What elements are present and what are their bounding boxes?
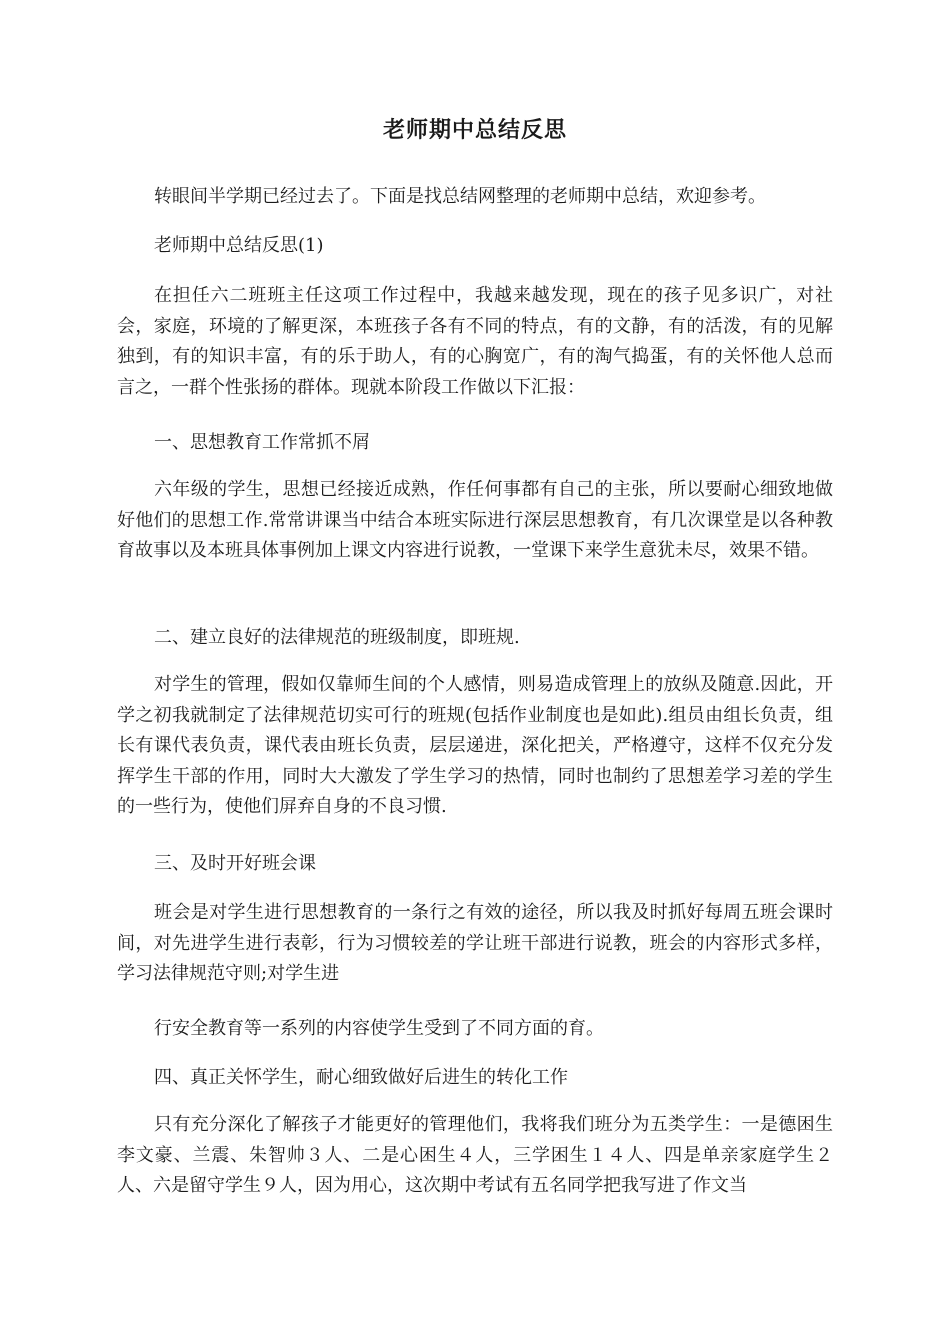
subtitle-heading: 老师期中总结反思(1) <box>154 235 324 256</box>
paragraph-5: 行安全教育等一系列的内容使学生受到了不同方面的育。 <box>154 1018 604 1039</box>
section-heading-2: 二、建立良好的法律规范的班级制度，即班规. <box>154 627 520 648</box>
section-heading-3: 三、及时开好班会课 <box>154 853 316 874</box>
paragraph-3: 对学生的管理，假如仅靠师生间的个人感情，则易造成管理上的放纵及随意.因此，开学之初我就制定了法律规范切实可行的班规(包括作业制度也是如此).组员由组长负责，组长有课代表负责，课代表由班长负责，层层递进，深化把关，严格遵守，这样不仅充分发挥学生干部的作用，同时大大激发了学生学习的热情，同时也制约了思想差学习差的学生的一些行为，使他们屏弃自身的不良习惯. <box>117 674 833 817</box>
paragraph-6: 只有充分深化了解孩子才能更好的管理他们，我将我们班分为五类学生：一是德困生李文豪、兰震、朱智帅３人、二是心困生４人，三学困生１４人、四是单亲家庭学生２人、六是留守学生９人，因为用心，这次期中考试有五名同学把我写进了作文当 <box>117 1114 833 1196</box>
paragraph-2: 六年级的学生，思想已经接近成熟，作任何事都有自己的主张，所以要耐心细致地做好他们的思想工作.常常讲课当中结合本班实际进行深层思想教育，有几次课堂是以各种教育故事以及本班具体事例加上课文内容进行说教，一堂课下来学生意犹未尽，效果不错。 <box>117 479 833 561</box>
paragraph-4: 班会是对学生进行思想教育的一条行之有效的途径，所以我及时抓好每周五班会课时间，对先进学生进行表彰，行为习惯较差的学让班干部进行说教，班会的内容形式多样，学习法律规范守则;对学生进 <box>117 902 833 984</box>
document-title: 老师期中总结反思 <box>382 118 567 143</box>
section-heading-1: 一、思想教育工作常抓不屑 <box>154 432 370 453</box>
paragraph-1: 在担任六二班班主任这项工作过程中，我越来越发现，现在的孩子见多识广，对社会，家庭，环境的了解更深，本班孩子各有不同的特点，有的文静，有的活泼，有的见解独到，有的知识丰富，有的乐于助人，有的心胸宽广，有的淘气捣蛋，有的关怀他人总而言之，一群个性张扬的群体。现就本阶段工作做以下汇报： <box>117 285 833 398</box>
section-heading-4: 四、真正关怀学生，耐心细致做好后进生的转化工作 <box>154 1067 568 1088</box>
intro-paragraph: 转眼间半学期已经过去了。下面是找总结网整理的老师期中总结，欢迎参考。 <box>154 186 766 207</box>
